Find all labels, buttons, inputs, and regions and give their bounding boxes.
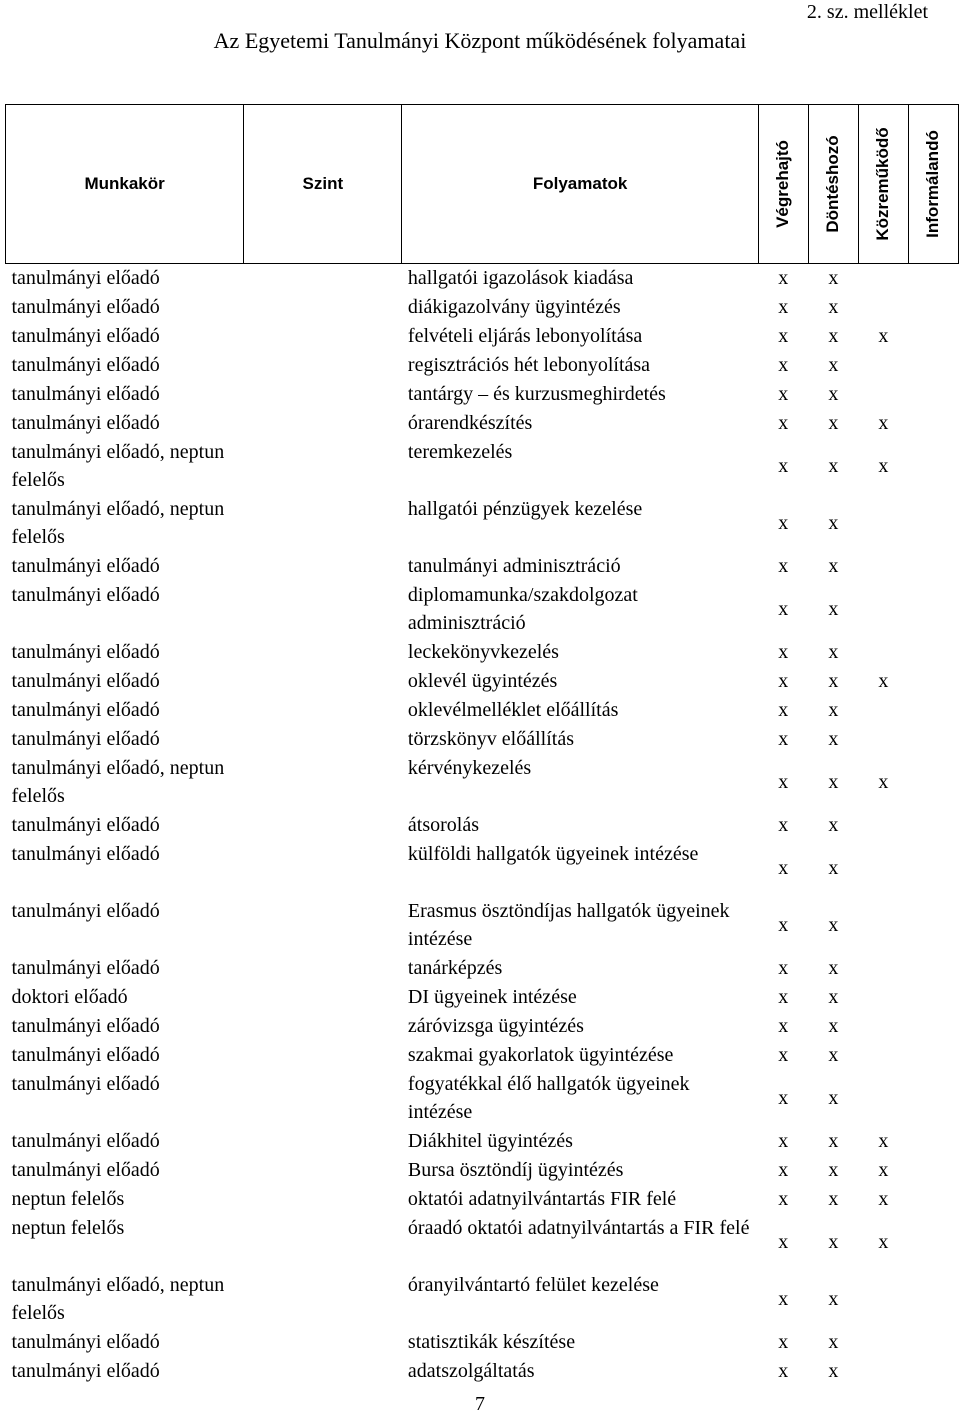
header-contributor <box>858 105 908 264</box>
cell-job: tanulmányi előadó <box>11 411 160 434</box>
cell-executor: x <box>778 1159 789 1181</box>
cell-decision: x <box>828 986 839 1008</box>
cell-informed <box>908 638 958 667</box>
cell-job: tanulmányi előadó <box>11 698 160 721</box>
cell-decision: x <box>828 1015 839 1037</box>
cell-contributor: x <box>878 1188 889 1210</box>
table-row <box>6 638 959 667</box>
cell-contributor <box>858 897 908 954</box>
header-executor <box>758 105 808 264</box>
cell-executor: x <box>778 1331 789 1353</box>
cell-decision: x <box>828 1188 839 1210</box>
cell-decision: x <box>828 383 839 405</box>
cell-contributor: x <box>878 325 889 347</box>
cell-informed <box>908 438 958 495</box>
cell-informed <box>908 1012 958 1041</box>
table-row <box>6 897 959 954</box>
cell-executor: x <box>778 1188 789 1210</box>
cell-process: szakmai gyakorlatok ügyintézése <box>407 1043 674 1066</box>
cell-decision: x <box>828 1288 839 1310</box>
cell-decision: x <box>828 957 839 979</box>
cell-contributor <box>858 954 908 983</box>
cell-contributor <box>858 1271 908 1328</box>
table-row <box>6 409 959 438</box>
table-row <box>6 983 959 1012</box>
cell-contributor <box>858 811 908 840</box>
cell-job: tanulmányi előadó <box>11 1043 160 1066</box>
cell-informed <box>908 897 958 954</box>
table-row <box>6 1185 959 1214</box>
header-process: Folyamatok <box>402 105 758 264</box>
cell-job: tanulmányi előadó <box>11 353 160 376</box>
table-row <box>6 1156 959 1185</box>
table-row <box>6 667 959 696</box>
cell-job: tanulmányi előadó <box>11 1014 160 1037</box>
cell-job: tanulmányi előadó, neptun felelős <box>11 497 225 548</box>
cell-job: tanulmányi előadó <box>11 324 160 347</box>
cell-decision: x <box>828 1159 839 1181</box>
table-row <box>6 1127 959 1156</box>
cell-level <box>244 811 402 840</box>
cell-level <box>244 1271 402 1328</box>
table-row <box>6 1041 959 1070</box>
cell-informed <box>908 1185 958 1214</box>
cell-job: tanulmányi előadó <box>11 267 160 289</box>
cell-informed <box>908 1070 958 1127</box>
cell-informed <box>908 1156 958 1185</box>
page-number: 7 <box>475 1393 485 1415</box>
cell-job: neptun felelős <box>11 1216 125 1239</box>
cell-executor: x <box>778 699 789 721</box>
cell-job: tanulmányi előadó <box>11 1330 160 1353</box>
table-row <box>6 811 959 840</box>
table-row <box>6 438 959 495</box>
cell-job: tanulmányi előadó <box>11 727 160 750</box>
table-row <box>6 264 959 293</box>
cell-executor: x <box>778 354 789 376</box>
header-informed-label: Informálandó <box>923 130 943 238</box>
cell-level <box>244 1127 402 1156</box>
cell-contributor <box>858 581 908 638</box>
cell-informed <box>908 725 958 754</box>
cell-process: diplomamunka/szakdolgozat adminisztráció <box>407 583 638 634</box>
cell-decision: x <box>828 814 839 836</box>
cell-contributor: x <box>878 771 889 793</box>
cell-level <box>244 954 402 983</box>
header-contributor-label: Közreműködő <box>873 127 893 241</box>
cell-decision: x <box>828 1044 839 1066</box>
cell-contributor <box>858 638 908 667</box>
cell-contributor <box>858 495 908 552</box>
cell-job: tanulmányi előadó <box>11 1359 160 1382</box>
cell-process: kérvénykezelés <box>407 756 532 779</box>
table-row <box>6 1214 959 1271</box>
cell-process: záróvizsga ügyintézés <box>407 1014 584 1037</box>
table-row <box>6 1271 959 1328</box>
cell-level <box>244 667 402 696</box>
cell-process: tantárgy – és kurzusmeghirdetés <box>407 382 666 405</box>
cell-job: tanulmányi előadó, neptun felelős <box>11 1273 225 1324</box>
cell-decision: x <box>828 555 839 577</box>
cell-job: tanulmányi előadó <box>11 583 160 606</box>
cell-contributor <box>858 552 908 581</box>
cell-executor: x <box>778 1044 789 1066</box>
cell-job: tanulmányi előadó <box>11 295 160 318</box>
cell-executor: x <box>778 555 789 577</box>
cell-executor: x <box>778 412 789 434</box>
cell-job: tanulmányi előadó <box>11 813 160 836</box>
cell-informed <box>908 811 958 840</box>
cell-decision: x <box>828 1231 839 1253</box>
cell-job: tanulmányi előadó <box>11 842 160 865</box>
cell-contributor <box>858 1328 908 1357</box>
cell-decision: x <box>828 699 839 721</box>
table-row <box>6 1328 959 1357</box>
cell-decision: x <box>828 857 839 879</box>
cell-decision: x <box>828 914 839 936</box>
cell-executor: x <box>778 1087 789 1109</box>
cell-informed <box>908 983 958 1012</box>
header-level: Szint <box>244 105 402 264</box>
cell-level <box>244 1070 402 1127</box>
cell-process: adatszolgáltatás <box>407 1359 535 1382</box>
header-informed <box>908 105 958 264</box>
cell-decision: x <box>828 455 839 477</box>
cell-contributor <box>858 1012 908 1041</box>
process-table <box>5 104 959 1386</box>
cell-level <box>244 438 402 495</box>
cell-level <box>244 380 402 409</box>
cell-executor: x <box>778 814 789 836</box>
cell-informed <box>908 409 958 438</box>
cell-informed <box>908 264 958 293</box>
cell-contributor <box>858 380 908 409</box>
cell-process: leckekönyvkezelés <box>407 640 559 663</box>
cell-process: oklevélmelléklet előállítás <box>407 698 619 721</box>
cell-contributor <box>858 1070 908 1127</box>
cell-level <box>244 581 402 638</box>
cell-job: neptun felelős <box>11 1187 125 1210</box>
cell-process: oklevél ügyintézés <box>407 669 558 692</box>
cell-informed <box>908 1357 958 1386</box>
cell-level <box>244 983 402 1012</box>
cell-job: tanulmányi előadó <box>11 1158 160 1181</box>
cell-informed <box>908 581 958 638</box>
header-executor-label: Végrehajtó <box>773 140 793 228</box>
cell-decision: x <box>828 670 839 692</box>
cell-contributor: x <box>878 1159 889 1181</box>
table-row <box>6 1012 959 1041</box>
cell-contributor <box>858 1357 908 1386</box>
cell-contributor <box>858 696 908 725</box>
cell-process: Bursa ösztöndíj ügyintézés <box>407 1158 624 1181</box>
header-job: Munkakör <box>6 105 244 264</box>
cell-executor: x <box>778 670 789 692</box>
cell-process: óraadó oktatói adatnyilvántartás a FIR felé <box>407 1216 750 1239</box>
cell-decision: x <box>828 296 839 318</box>
cell-level <box>244 293 402 322</box>
cell-executor: x <box>778 1231 789 1253</box>
cell-contributor <box>858 293 908 322</box>
table-header-row <box>6 105 959 264</box>
cell-executor: x <box>778 914 789 936</box>
cell-level <box>244 897 402 954</box>
header-decision <box>808 105 858 264</box>
table-row <box>6 696 959 725</box>
cell-process: átsorolás <box>407 813 479 836</box>
cell-process: törzskönyv előállítás <box>407 727 574 750</box>
cell-contributor <box>858 264 908 293</box>
cell-informed <box>908 322 958 351</box>
cell-process: hallgatói pénzügyek kezelése <box>407 497 643 520</box>
cell-job: tanulmányi előadó <box>11 1129 160 1152</box>
table-row <box>6 581 959 638</box>
cell-contributor: x <box>878 1130 889 1152</box>
cell-decision: x <box>828 641 839 663</box>
cell-process: diákigazolvány ügyintézés <box>407 295 621 318</box>
cell-contributor <box>858 840 908 897</box>
cell-decision: x <box>828 325 839 347</box>
header-decision-label: Döntéshozó <box>823 135 843 233</box>
cell-process: hallgatói igazolások kiadása <box>407 267 634 289</box>
cell-job: tanulmányi előadó <box>11 669 160 692</box>
cell-process: tanárképzés <box>407 956 503 979</box>
cell-level <box>244 552 402 581</box>
cell-job: tanulmányi előadó, neptun felelős <box>11 756 225 807</box>
cell-executor: x <box>778 957 789 979</box>
cell-level <box>244 840 402 897</box>
cell-process: külföldi hallgatók ügyeinek intézése <box>407 842 699 865</box>
cell-executor: x <box>778 512 789 534</box>
table-body <box>6 264 959 1386</box>
cell-decision: x <box>828 771 839 793</box>
cell-decision: x <box>828 728 839 750</box>
cell-job: tanulmányi előadó <box>11 640 160 663</box>
cell-informed <box>908 552 958 581</box>
cell-process: DI ügyeinek intézése <box>407 985 577 1008</box>
cell-level <box>244 351 402 380</box>
cell-level <box>244 322 402 351</box>
cell-executor: x <box>778 1015 789 1037</box>
cell-executor: x <box>778 296 789 318</box>
cell-level <box>244 1185 402 1214</box>
cell-process: Erasmus ösztöndíjas hallgatók ügyeinek intézése <box>407 899 730 950</box>
cell-executor: x <box>778 728 789 750</box>
cell-executor: x <box>778 598 789 620</box>
cell-process: statisztikák készítése <box>407 1330 576 1353</box>
cell-contributor: x <box>878 412 889 434</box>
cell-contributor: x <box>878 1231 889 1253</box>
cell-informed <box>908 1214 958 1271</box>
cell-informed <box>908 1041 958 1070</box>
cell-informed <box>908 495 958 552</box>
cell-level <box>244 1328 402 1357</box>
cell-job: tanulmányi előadó <box>11 554 160 577</box>
cell-executor: x <box>778 986 789 1008</box>
cell-executor: x <box>778 1288 789 1310</box>
cell-job: tanulmányi előadó <box>11 956 160 979</box>
table-row <box>6 351 959 380</box>
cell-job: doktori előadó <box>11 985 128 1008</box>
cell-decision: x <box>828 354 839 376</box>
table-row <box>6 1070 959 1127</box>
cell-process: Diákhitel ügyintézés <box>407 1129 573 1152</box>
cell-process: regisztrációs hét lebonyolítása <box>407 353 651 376</box>
cell-decision: x <box>828 1087 839 1109</box>
cell-decision: x <box>828 267 839 290</box>
cell-level <box>244 638 402 667</box>
cell-informed <box>908 754 958 811</box>
cell-informed <box>908 1271 958 1328</box>
page-title: Az Egyetemi Tanulmányi Központ működésének folyamatai <box>213 28 747 53</box>
cell-executor: x <box>778 325 789 347</box>
cell-executor: x <box>778 267 789 290</box>
cell-contributor <box>858 1041 908 1070</box>
table-row <box>6 840 959 897</box>
cell-executor: x <box>778 1130 789 1152</box>
table-row <box>6 754 959 811</box>
annex-label: 2. sz. melléklet <box>806 1 928 23</box>
cell-informed <box>908 1127 958 1156</box>
cell-level <box>244 495 402 552</box>
cell-informed <box>908 696 958 725</box>
table-row <box>6 552 959 581</box>
cell-level <box>244 725 402 754</box>
cell-informed <box>908 293 958 322</box>
cell-level <box>244 1214 402 1271</box>
cell-job: tanulmányi előadó, neptun felelős <box>11 440 225 491</box>
table-row <box>6 954 959 983</box>
cell-informed <box>908 351 958 380</box>
cell-contributor: x <box>878 670 889 692</box>
table-row <box>6 322 959 351</box>
cell-informed <box>908 840 958 897</box>
cell-informed <box>908 954 958 983</box>
cell-contributor <box>858 351 908 380</box>
cell-level <box>244 1156 402 1185</box>
cell-level <box>244 696 402 725</box>
cell-decision: x <box>828 1331 839 1353</box>
cell-decision: x <box>828 1130 839 1152</box>
cell-decision: x <box>828 1360 839 1382</box>
cell-informed <box>908 380 958 409</box>
table-row <box>6 380 959 409</box>
cell-process: fogyatékkal élő hallgatók ügyeinek intézése <box>407 1072 690 1123</box>
cell-level <box>244 1357 402 1386</box>
cell-decision: x <box>828 598 839 620</box>
cell-informed <box>908 667 958 696</box>
cell-process: óranyilvántartó felület kezelése <box>407 1273 659 1296</box>
table-row <box>6 1357 959 1386</box>
cell-process: teremkezelés <box>407 440 513 463</box>
cell-job: tanulmányi előadó <box>11 899 160 922</box>
cell-decision: x <box>828 412 839 434</box>
table-row <box>6 725 959 754</box>
cell-executor: x <box>778 383 789 405</box>
table-row <box>6 293 959 322</box>
cell-executor: x <box>778 641 789 663</box>
cell-contributor <box>858 983 908 1012</box>
cell-level <box>244 1012 402 1041</box>
table-row <box>6 495 959 552</box>
cell-executor: x <box>778 857 789 879</box>
cell-job: tanulmányi előadó <box>11 1072 160 1095</box>
cell-level <box>244 754 402 811</box>
cell-process: tanulmányi adminisztráció <box>407 554 621 577</box>
cell-informed <box>908 1328 958 1357</box>
cell-decision: x <box>828 512 839 534</box>
cell-level <box>244 1041 402 1070</box>
cell-process: órarendkészítés <box>407 411 533 434</box>
cell-executor: x <box>778 771 789 793</box>
cell-contributor <box>858 725 908 754</box>
cell-level <box>244 264 402 293</box>
cell-job: tanulmányi előadó <box>11 382 160 405</box>
cell-level <box>244 409 402 438</box>
cell-process: oktatói adatnyilvántartás FIR felé <box>407 1187 677 1210</box>
cell-executor: x <box>778 1360 789 1382</box>
cell-process: felvételi eljárás lebonyolítása <box>407 324 643 347</box>
cell-contributor: x <box>878 455 889 477</box>
cell-executor: x <box>778 455 789 477</box>
